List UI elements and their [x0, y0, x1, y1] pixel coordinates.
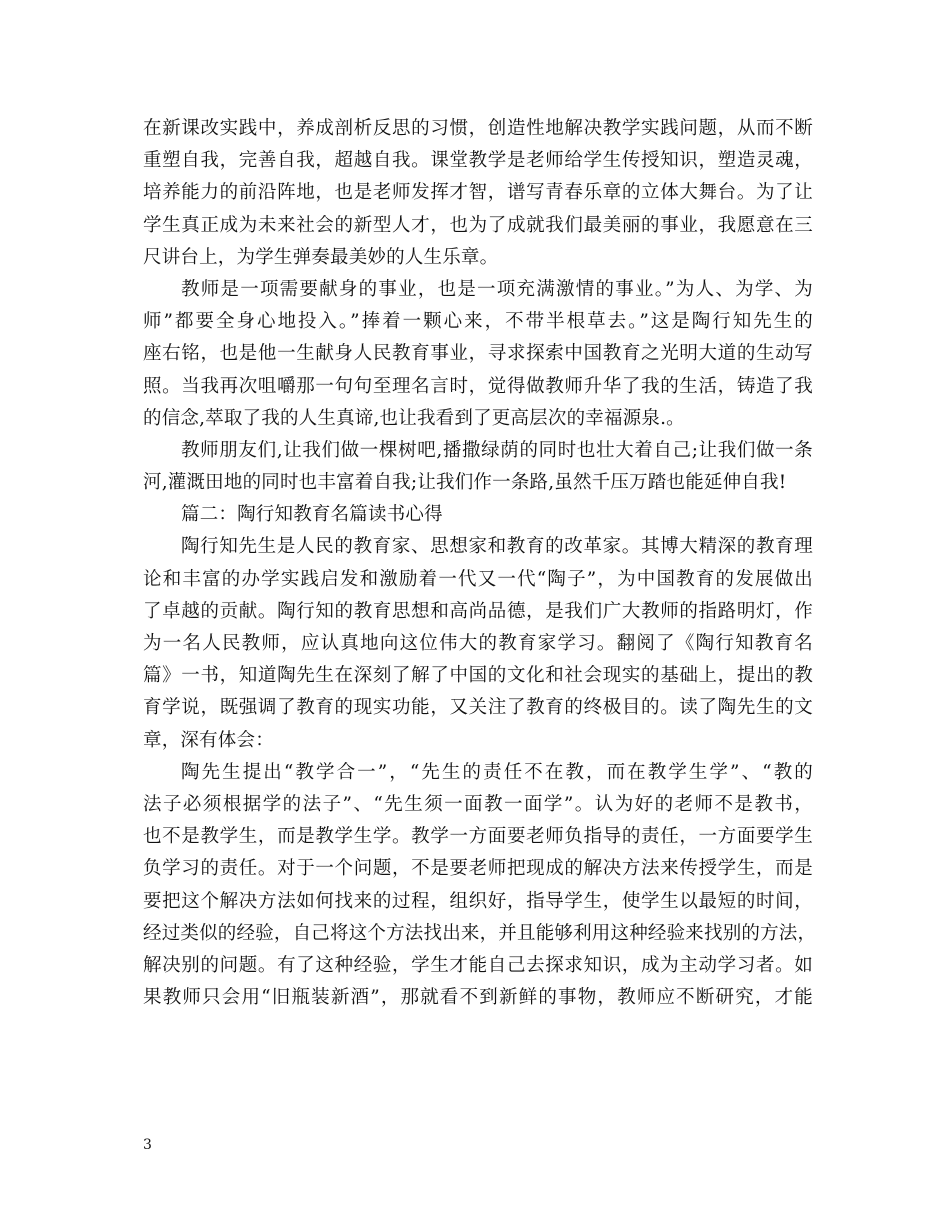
text-line: 的信念,萃取了我的人生真谛,也让我看到了更高层次的幸福源泉.。 [143, 407, 685, 429]
text-line: 培养能力的前沿阵地，也是老师发挥才智，谱写青春乐章的立体大舞台。为了让 [143, 182, 813, 204]
text-line: 育学说，既强调了教育的现实功能，又关注了教育的终极目的。读了陶先生的文 [143, 697, 813, 719]
text-line: 陶行知先生是人民的教育家、思想家和教育的改革家。其博大精深的教育理 [181, 536, 813, 558]
text-line: 在新课改实践中，养成剖析反思的习惯，创造性地解决教学实践问题，从而不断 [143, 118, 813, 139]
text-line: 为一名人民教师，应认真地向这位伟大的教育家学习。翻阅了《陶行知教育名 [143, 633, 813, 654]
text-line: 座右铭，也是他一生献身人民教育事业，寻求探索中国教育之光明大道的生动写 [143, 343, 813, 365]
text-line: 河,灌溉田地的同时也丰富着自我;让我们作一条路,虽然千压万踏也能延伸自我! [143, 472, 787, 494]
section-heading: 篇二：陶行知教育名篇读书心得 [181, 504, 443, 526]
text-line: 法子必须根据学的法子”、“先生须一面教一面学”。认为好的老师不是教书， [143, 793, 813, 815]
text-line: 论和丰富的办学实践启发和激励着一代又一代“陶子”，为中国教育的发展做出 [143, 568, 813, 590]
text-line: 经过类似的经验，自己将这个方法找出来，并且能够利用这种经验来找别的方法， [143, 922, 817, 944]
page-number: 3 [143, 1137, 152, 1153]
text-line: 师”都要全身心地投入。”捧着一颗心来，不带半根草去。”这是陶行知先生的 [143, 311, 813, 333]
text-line: 果教师只会用“旧瓶装新酒”，那就看不到新鲜的事物，教师应不断研究，才能 [143, 987, 813, 1009]
text-line: 陶先生提出“教学合一”，“先生的责任不在教，而在教学生学”、“教的 [181, 761, 813, 783]
text-line: 负学习的责任。对于一个问题，不是要老师把现成的解决方法来传授学生，而是 [143, 858, 813, 880]
text-line: 教师是一项需要献身的事业，也是一项充满激情的事业。”为人、为学、为 [181, 278, 813, 300]
text-line: 解决别的问题。有了这种经验，学生才能自己去探求知识，成为主动学习者。如 [143, 954, 813, 976]
text-line: 章，深有体会： [143, 729, 274, 751]
text-line: 尺讲台上，为学生弹奏最美妙的人生乐章。 [143, 246, 499, 268]
text-line: 也不是教学生，而是教学生学。教学一方面要老师负指导的责任，一方面要学生 [143, 826, 813, 848]
text-line: 学生真正成为未来社会的新型人才，也为了成就我们最美丽的事业，我愿意在三 [143, 214, 813, 236]
text-line: 教师朋友们,让我们做一棵树吧,播撒绿荫的同时也壮大着自己;让我们做一条 [181, 439, 813, 461]
text-line: 了卓越的贡献。陶行知的教育思想和高尚品德，是我们广大教师的指路明灯，作 [143, 600, 813, 622]
text-line: 重塑自我，完善自我，超越自我。课堂教学是老师给学生传授知识，塑造灵魂， [143, 150, 813, 172]
text-line: 要把这个解决方法如何找来的过程，组织好，指导学生，使学生以最短的时间， [143, 890, 813, 912]
text-line: 篇》一书，知道陶先生在深刻了解了中国的文化和社会现实的基础上，提出的教 [143, 665, 813, 687]
body-text [143, 113, 817, 1014]
text-line: 照。当我再次咀嚼那一句句至理名言时，觉得做教师升华了我的生活，铸造了我 [143, 375, 813, 397]
